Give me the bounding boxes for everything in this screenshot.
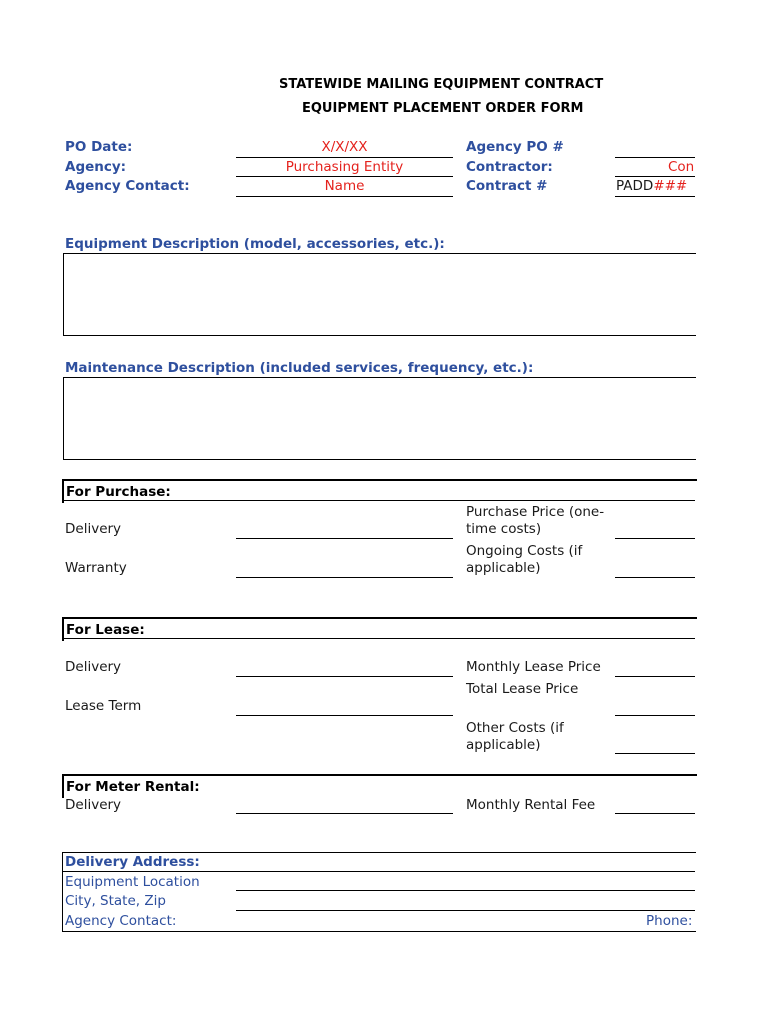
contractor-value[interactable]: Con bbox=[668, 159, 695, 175]
purchase-delivery-field[interactable] bbox=[236, 538, 453, 539]
monthly-rental-fee-field[interactable] bbox=[615, 813, 695, 814]
delivery-agency-contact-label: Agency Contact: bbox=[65, 913, 177, 929]
lease-header-label: For Lease: bbox=[66, 622, 145, 638]
ongoing-costs-label: Ongoing Costs (if applicable) bbox=[466, 543, 583, 576]
lease-term-label: Lease Term bbox=[65, 698, 142, 714]
equipment-description-label: Equipment Description (model, accessories, etc.): bbox=[65, 236, 445, 252]
agency-po-underline[interactable] bbox=[615, 157, 695, 158]
contract-prefix: PADD bbox=[616, 178, 654, 194]
purchase-delivery-label: Delivery bbox=[65, 521, 122, 537]
contractor-label: Contractor: bbox=[466, 159, 553, 175]
delivery-header-rule bbox=[62, 871, 695, 872]
contract-suffix: ### bbox=[653, 178, 688, 194]
agency-contact-label: Agency Contact: bbox=[65, 178, 190, 194]
purchase-header-label: For Purchase: bbox=[66, 484, 171, 500]
agency-po-label: Agency PO # bbox=[466, 139, 564, 155]
contract-number-label: Contract # bbox=[466, 178, 548, 194]
agency-contact-value[interactable]: Name bbox=[324, 178, 365, 194]
maintenance-description-box[interactable] bbox=[63, 377, 696, 460]
purchase-price-label: Purchase Price (one-time costs) bbox=[466, 504, 605, 537]
meter-delivery-field[interactable] bbox=[236, 813, 453, 814]
po-date-underline bbox=[236, 157, 453, 158]
po-date-label: PO Date: bbox=[65, 139, 133, 155]
form-title-line2: EQUIPMENT PLACEMENT ORDER FORM bbox=[302, 101, 584, 116]
equipment-description-box[interactable] bbox=[63, 253, 696, 336]
meter-rental-header-label: For Meter Rental: bbox=[66, 779, 200, 795]
monthly-lease-price-field[interactable] bbox=[615, 676, 695, 677]
agency-label: Agency: bbox=[65, 159, 127, 175]
agency-value[interactable]: Purchasing Entity bbox=[285, 159, 404, 175]
form-title-line1: STATEWIDE MAILING EQUIPMENT CONTRACT bbox=[279, 77, 604, 92]
contractor-underline bbox=[615, 176, 695, 177]
equipment-location-label: Equipment Location bbox=[65, 874, 200, 890]
ongoing-costs-field[interactable] bbox=[615, 577, 695, 578]
po-date-value[interactable]: X/X/XX bbox=[321, 139, 368, 155]
lease-term-field[interactable] bbox=[236, 715, 453, 716]
lease-header-bottom-rule bbox=[62, 638, 695, 639]
lease-delivery-label: Delivery bbox=[65, 659, 122, 675]
other-costs-label: Other Costs (if applicable) bbox=[466, 720, 564, 753]
meter-rental-section-header bbox=[62, 774, 697, 798]
total-lease-price-field[interactable] bbox=[615, 715, 695, 716]
phone-label: Phone: bbox=[646, 913, 693, 929]
lease-delivery-field[interactable] bbox=[236, 676, 453, 677]
equipment-location-field[interactable] bbox=[236, 890, 695, 891]
agency-contact-underline bbox=[236, 196, 453, 197]
purchase-price-field[interactable] bbox=[615, 538, 695, 539]
total-lease-price-label: Total Lease Price bbox=[466, 681, 579, 697]
delivery-address-header: Delivery Address: bbox=[65, 854, 200, 870]
monthly-rental-fee-label: Monthly Rental Fee bbox=[466, 797, 596, 813]
meter-delivery-label: Delivery bbox=[65, 797, 122, 813]
contract-number-value[interactable] bbox=[616, 178, 687, 194]
purchase-header-bottom-rule bbox=[62, 500, 695, 501]
city-state-zip-field[interactable] bbox=[236, 910, 695, 911]
other-costs-field[interactable] bbox=[615, 753, 695, 754]
monthly-lease-price-label: Monthly Lease Price bbox=[466, 659, 601, 675]
purchase-warranty-label: Warranty bbox=[65, 560, 127, 576]
agency-underline bbox=[236, 176, 453, 177]
maintenance-description-label: Maintenance Description (included services, frequency, etc.): bbox=[65, 360, 534, 376]
contract-number-underline bbox=[615, 196, 695, 197]
city-state-zip-label: City, State, Zip bbox=[65, 893, 166, 909]
purchase-warranty-field[interactable] bbox=[236, 577, 453, 578]
